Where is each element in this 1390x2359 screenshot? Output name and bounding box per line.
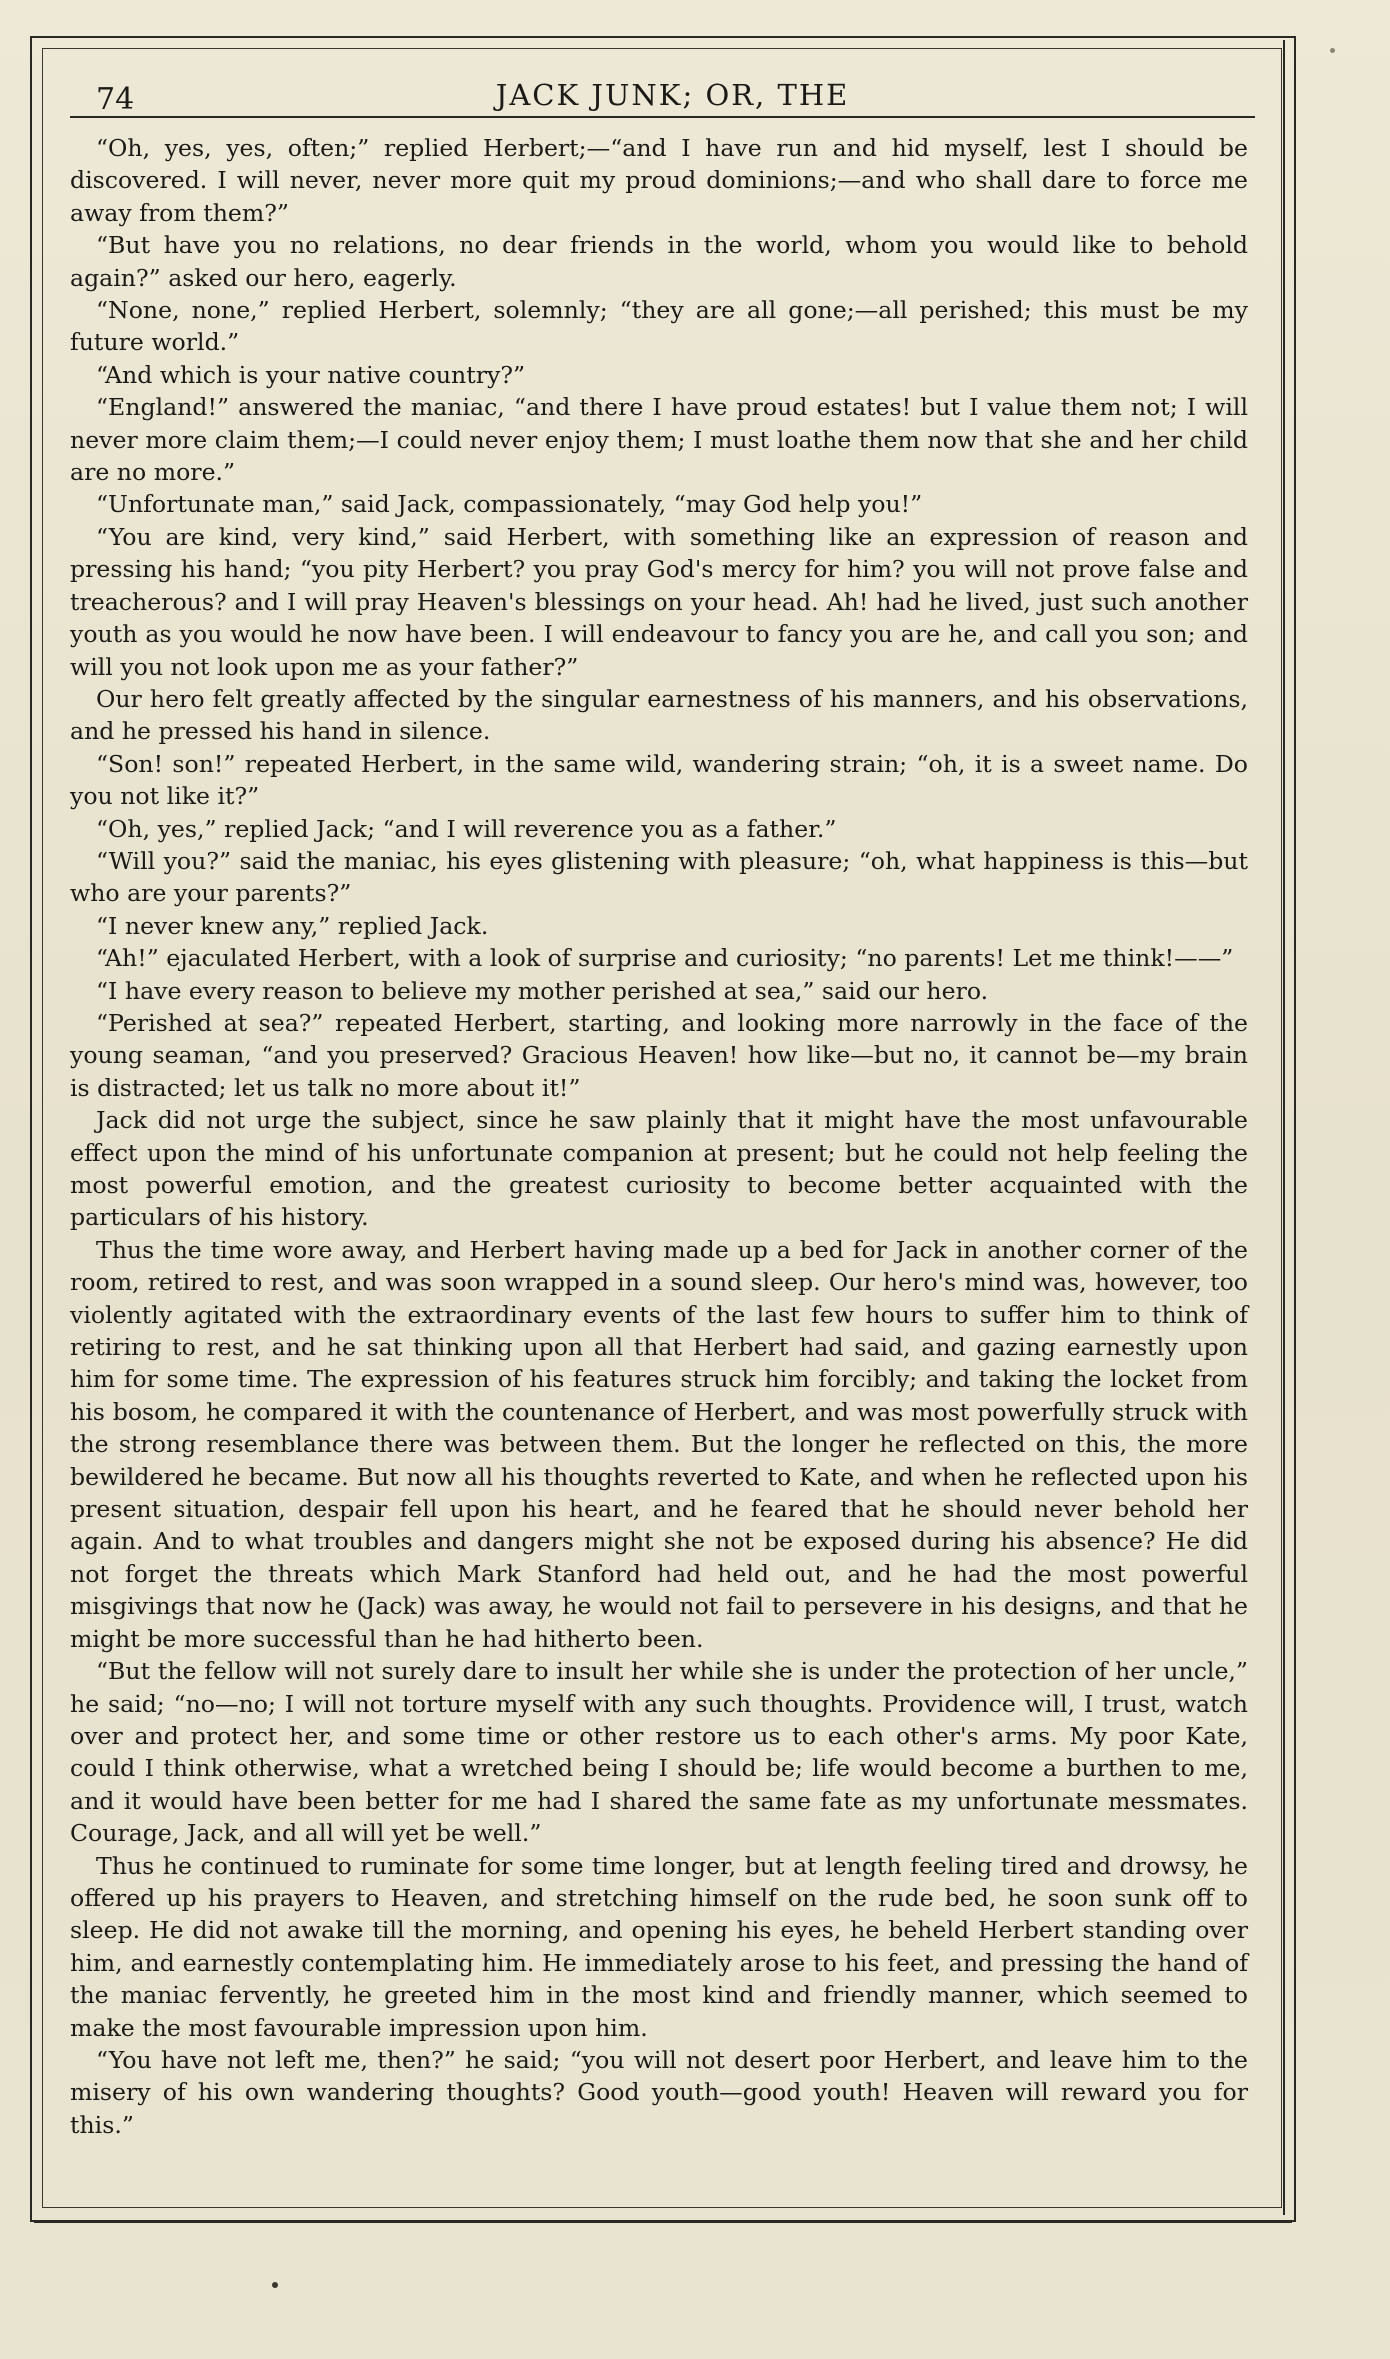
paragraph: “None, none,” replied Herbert, solemnly; “they are all gone;—all perished; this must be my future world.”: [70, 296, 1248, 357]
page-edge-rule: [1283, 40, 1285, 2215]
running-title: JACK JUNK; OR, THE: [495, 78, 850, 112]
paragraph: “Ah!” ejaculated Herbert, with a look of surprise and curiosity; “no parents! Let me think!——”: [96, 944, 1234, 973]
paragraph: “Unfortunate man,” said Jack, compassionately, “may God help you!”: [96, 490, 923, 519]
paragraph: Thus he continued to ruminate for some time longer, but at length feeling tired and drowsy, he offered up his prayers to Heaven, and stretching himself on the rude bed, he soon sunk off to sleep. He did not awake till the morning, and opening his eyes, he beheld Herbert standing over him, and earnestly contemplating him. He immediately arose to his feet, and pressing the hand of the maniac fervently, he greeted him in the most kind and friendly manner, which seemed to make the most favourable impression upon him.: [70, 1851, 1248, 2042]
paragraph: Jack did not urge the subject, since he saw plainly that it might have the most unfavourable effect upon the mind of his unfortunate companion at present; but he could not help feeling the most powerful emotion, and the greatest curiosity to become better acquainted with the particulars of his history.: [70, 1106, 1248, 1232]
paragraph: Thus the time wore away, and Herbert having made up a bed for Jack in another corner of the room, retired to rest, and was soon wrapped in a sound sleep. Our hero's mind was, however, too violently agitated with the extraordinary events of the last few hours to suffer him to think of retiring to rest, and he sat thinking upon all that Herbert had said, and gazing earnestly upon him for some time. The expression of his features struck him forcibly; and taking the locket from his bosom, he compared it with the countenance of Herbert, and was most powerfully struck with the strong resemblance there was between them. But the longer he reflected on this, the more bewildered he became. But now all his thoughts reverted to Kate, and when he reflected upon his present situation, despair fell upon his heart, and he feared that he should never behold her again. And to what troubles and dangers might she not be exposed during his absence? He did not forget the threats which Mark Stanford had held out, and he had the most powerful misgivings that now he (Jack) was away, he would not fail to persevere in his designs, and that he might be more successful than he had hitherto been.: [70, 1235, 1248, 1653]
paragraph: “And which is your native country?”: [96, 360, 526, 389]
paragraph: “I never knew any,” replied Jack.: [96, 911, 489, 940]
paragraph: “Oh, yes, yes, often;” replied Herbert;—“and I have run and hid myself, lest I should be discovered. I will never, never more quit my proud dominions;—and who shall dare to force me away from them?”: [70, 134, 1248, 227]
paragraph: “Oh, yes,” replied Jack; “and I will reverence you as a father.”: [96, 814, 837, 843]
body-text: [70, 132, 1248, 2141]
paragraph: “England!” answered the maniac, “and there I have proud estates! but I value them not; I will never more claim them;—I could never enjoy them; I must loathe them now that she and her child are no more.”: [70, 393, 1248, 487]
page-header: [90, 74, 1255, 126]
bottom-double-rule: [34, 2220, 1292, 2223]
page-number: 74: [96, 82, 135, 117]
paragraph: “But have you no relations, no dear friends in the world, whom you would like to behold again?” asked our hero, eagerly.: [70, 231, 1248, 292]
paragraph: “You are kind, very kind,” said Herbert, with something like an expression of reason and pressing his hand; “you pity Herbert? you pray God's mercy for him? you will not prove false and treacherous? and I will pray Heaven's blessings on your head. Ah! had he lived, just such another youth as you would he now have been. I will endeavour to fancy you are he, and call you son; and will you not look upon me as your father?”: [70, 522, 1248, 681]
paragraph: “Will you?” said the maniac, his eyes glistening with pleasure; “oh, what happiness is this—but who are your parents?”: [70, 846, 1248, 908]
paragraph: Our hero felt greatly affected by the singular earnestness of his manners, and his observations, and he pressed his hand in silence.: [70, 684, 1248, 746]
paragraph: “Perished at sea?” repeated Herbert, starting, and looking more narrowly in the face of the young seaman, “and you preserved? Gracious Heaven! how like—but no, it cannot be—my brain is distracted; let us talk no more about it!”: [70, 1008, 1248, 1102]
paragraph: “I have every reason to believe my mother perished at sea,” said our hero.: [96, 976, 989, 1005]
paragraph: “You have not left me, then?” he said; “you will not desert poor Herbert, and leave him to the misery of his own wandering thoughts? Good youth—good youth! Heaven will reward you for this.”: [70, 2045, 1248, 2139]
paragraph: “Son! son!” repeated Herbert, in the same wild, wandering strain; “oh, it is a sweet name. Do you not like it?”: [70, 749, 1248, 811]
header-rule: [70, 116, 1255, 118]
paragraph: “But the fellow will not surely dare to insult her while she is under the protection of her uncle,” he said; “no—no; I will not torture myself with any such thoughts. Providence will, I trust, watch over and protect her, and some time or other restore us to each other's arms. My poor Kate, could I think otherwise, what a wretched being I should be; life would become a burthen to me, and it would have been better for me had I shared the same fate as my unfortunate messmates. Courage, Jack, and all will yet be well.”: [70, 1657, 1248, 1848]
corner-speck: [1330, 48, 1335, 53]
ink-speck: [272, 2282, 278, 2288]
